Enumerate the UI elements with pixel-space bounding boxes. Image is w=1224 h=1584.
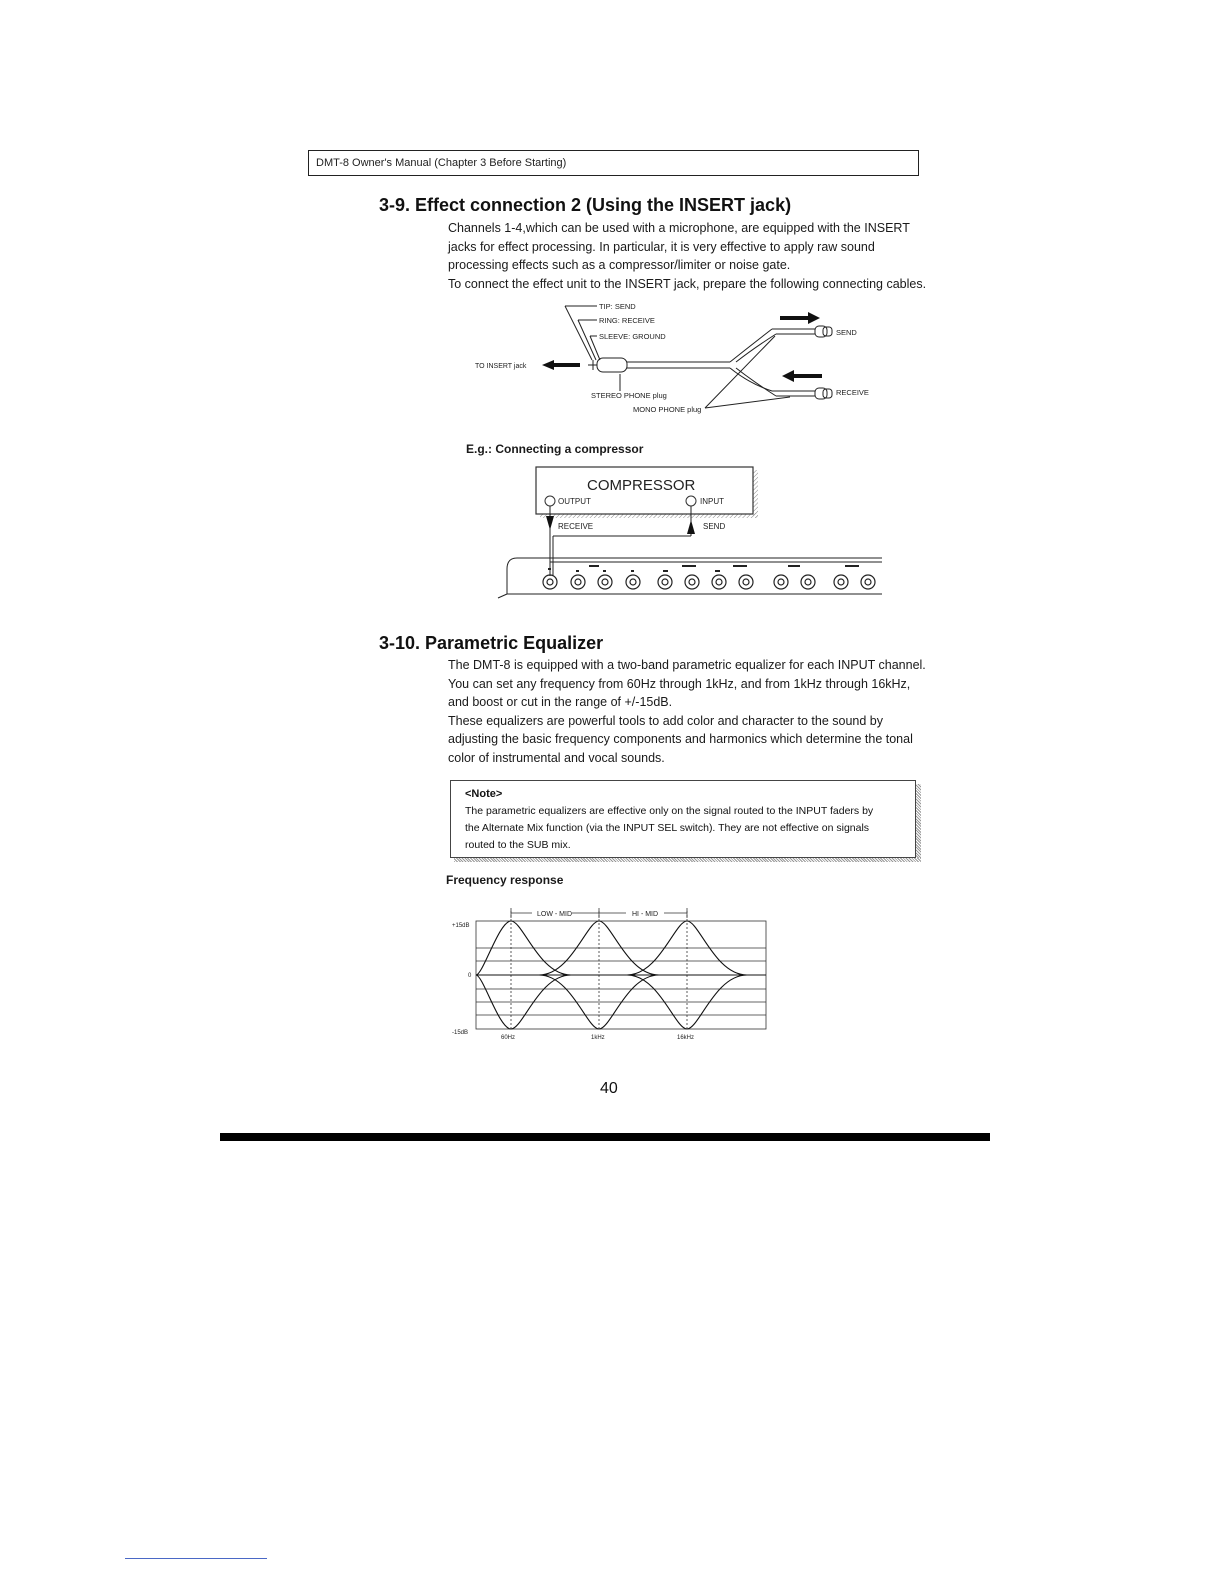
note-line: routed to the SUB mix. — [465, 839, 571, 851]
band-label-low-mid: LOW - MID — [537, 911, 572, 918]
insert-cable-diagram — [460, 296, 890, 421]
y-tick-label: -15dB — [452, 1030, 469, 1036]
receive-label: RECEIVE — [836, 388, 869, 397]
paragraph-line: processing effects such as a compressor/limiter or noise gate. — [448, 258, 791, 273]
paragraph-line: Channels 1-4,which can be used with a microphone, are equipped with the INSERT — [448, 221, 910, 235]
section-heading-eq: 3-10. Parametric Equalizer — [379, 633, 604, 653]
note-title: <Note> — [465, 788, 503, 800]
section-heading-insert: 3-9. Effect connection 2 (Using the INSERT jack) — [379, 195, 792, 215]
section-insert-paragraph — [448, 219, 928, 293]
paragraph-line: These equalizers are powerful tools to add color and character to the sound by — [448, 713, 883, 728]
paragraph-line: The DMT-8 is equipped with a two-band parametric equalizer for each INPUT channel. — [448, 658, 926, 672]
y-tick-label: 0 — [468, 973, 472, 979]
input-label: INPUT — [700, 497, 724, 506]
note-text — [465, 803, 905, 854]
paragraph-line: You can set any frequency from 60Hz through 1kHz, and from 1kHz through 16kHz, — [448, 676, 911, 691]
chart-frame — [476, 908, 766, 1029]
tip-label: TIP: SEND — [599, 302, 636, 311]
sleeve-label: SLEEVE: GROUND — [599, 332, 666, 341]
paragraph-line: color of instrumental and vocal sounds. — [448, 750, 665, 765]
note-line: the Alternate Mix function (via the INPUT SEL switch). They are not effective on signals — [465, 822, 870, 834]
footer-link-line — [125, 1558, 267, 1559]
note-shadow — [916, 784, 921, 862]
note-shadow — [454, 858, 921, 862]
x-tick-label: 60Hz — [501, 1035, 516, 1041]
running-header-title: DMT-8 Owner's Manual (Chapter 3 Before Starting) — [316, 157, 567, 169]
compressor-connection-diagram — [495, 464, 890, 606]
note-line: The parametric equalizers are effective only on the signal routed to the INPUT faders by — [465, 805, 874, 817]
page-number: 40 — [600, 1080, 618, 1097]
page-bottom-rule — [220, 1133, 990, 1141]
y-tick-label: +15dB — [452, 923, 470, 929]
ring-label: RING: RECEIVE — [599, 316, 655, 325]
paragraph-line: To connect the effect unit to the INSERT jack, prepare the following connecting cables. — [448, 276, 927, 291]
chart-caption: Frequency response — [446, 873, 564, 887]
frequency-response-chart — [448, 903, 778, 1048]
insert-jack-label: TO INSERT jack — [475, 363, 527, 370]
send-label: SEND — [836, 328, 857, 337]
paragraph-line: jacks for effect processing. In particular, it is very effective to apply raw sound — [448, 239, 875, 254]
section-eq-paragraph — [448, 656, 928, 768]
mono-plug-label: MONO PHONE plug — [633, 405, 702, 414]
compressor-receive-label: RECEIVE — [558, 522, 594, 531]
compressor-send-label: SEND — [703, 522, 726, 531]
paragraph-line: adjusting the basic frequency components and harmonics which determine the tonal — [448, 732, 913, 747]
paragraph-line: and boost or cut in the range of +/-15dB. — [448, 695, 673, 710]
example-caption: E.g.: Connecting a compressor — [466, 442, 644, 456]
band-label-hi-mid: HI - MID — [632, 911, 659, 918]
x-tick-label: 1kHz — [591, 1035, 605, 1041]
stereo-plug-label: STEREO PHONE plug — [591, 391, 667, 400]
compressor-title: COMPRESSOR — [587, 477, 696, 494]
output-label: OUTPUT — [558, 497, 591, 506]
x-tick-label: 16kHz — [677, 1035, 695, 1041]
